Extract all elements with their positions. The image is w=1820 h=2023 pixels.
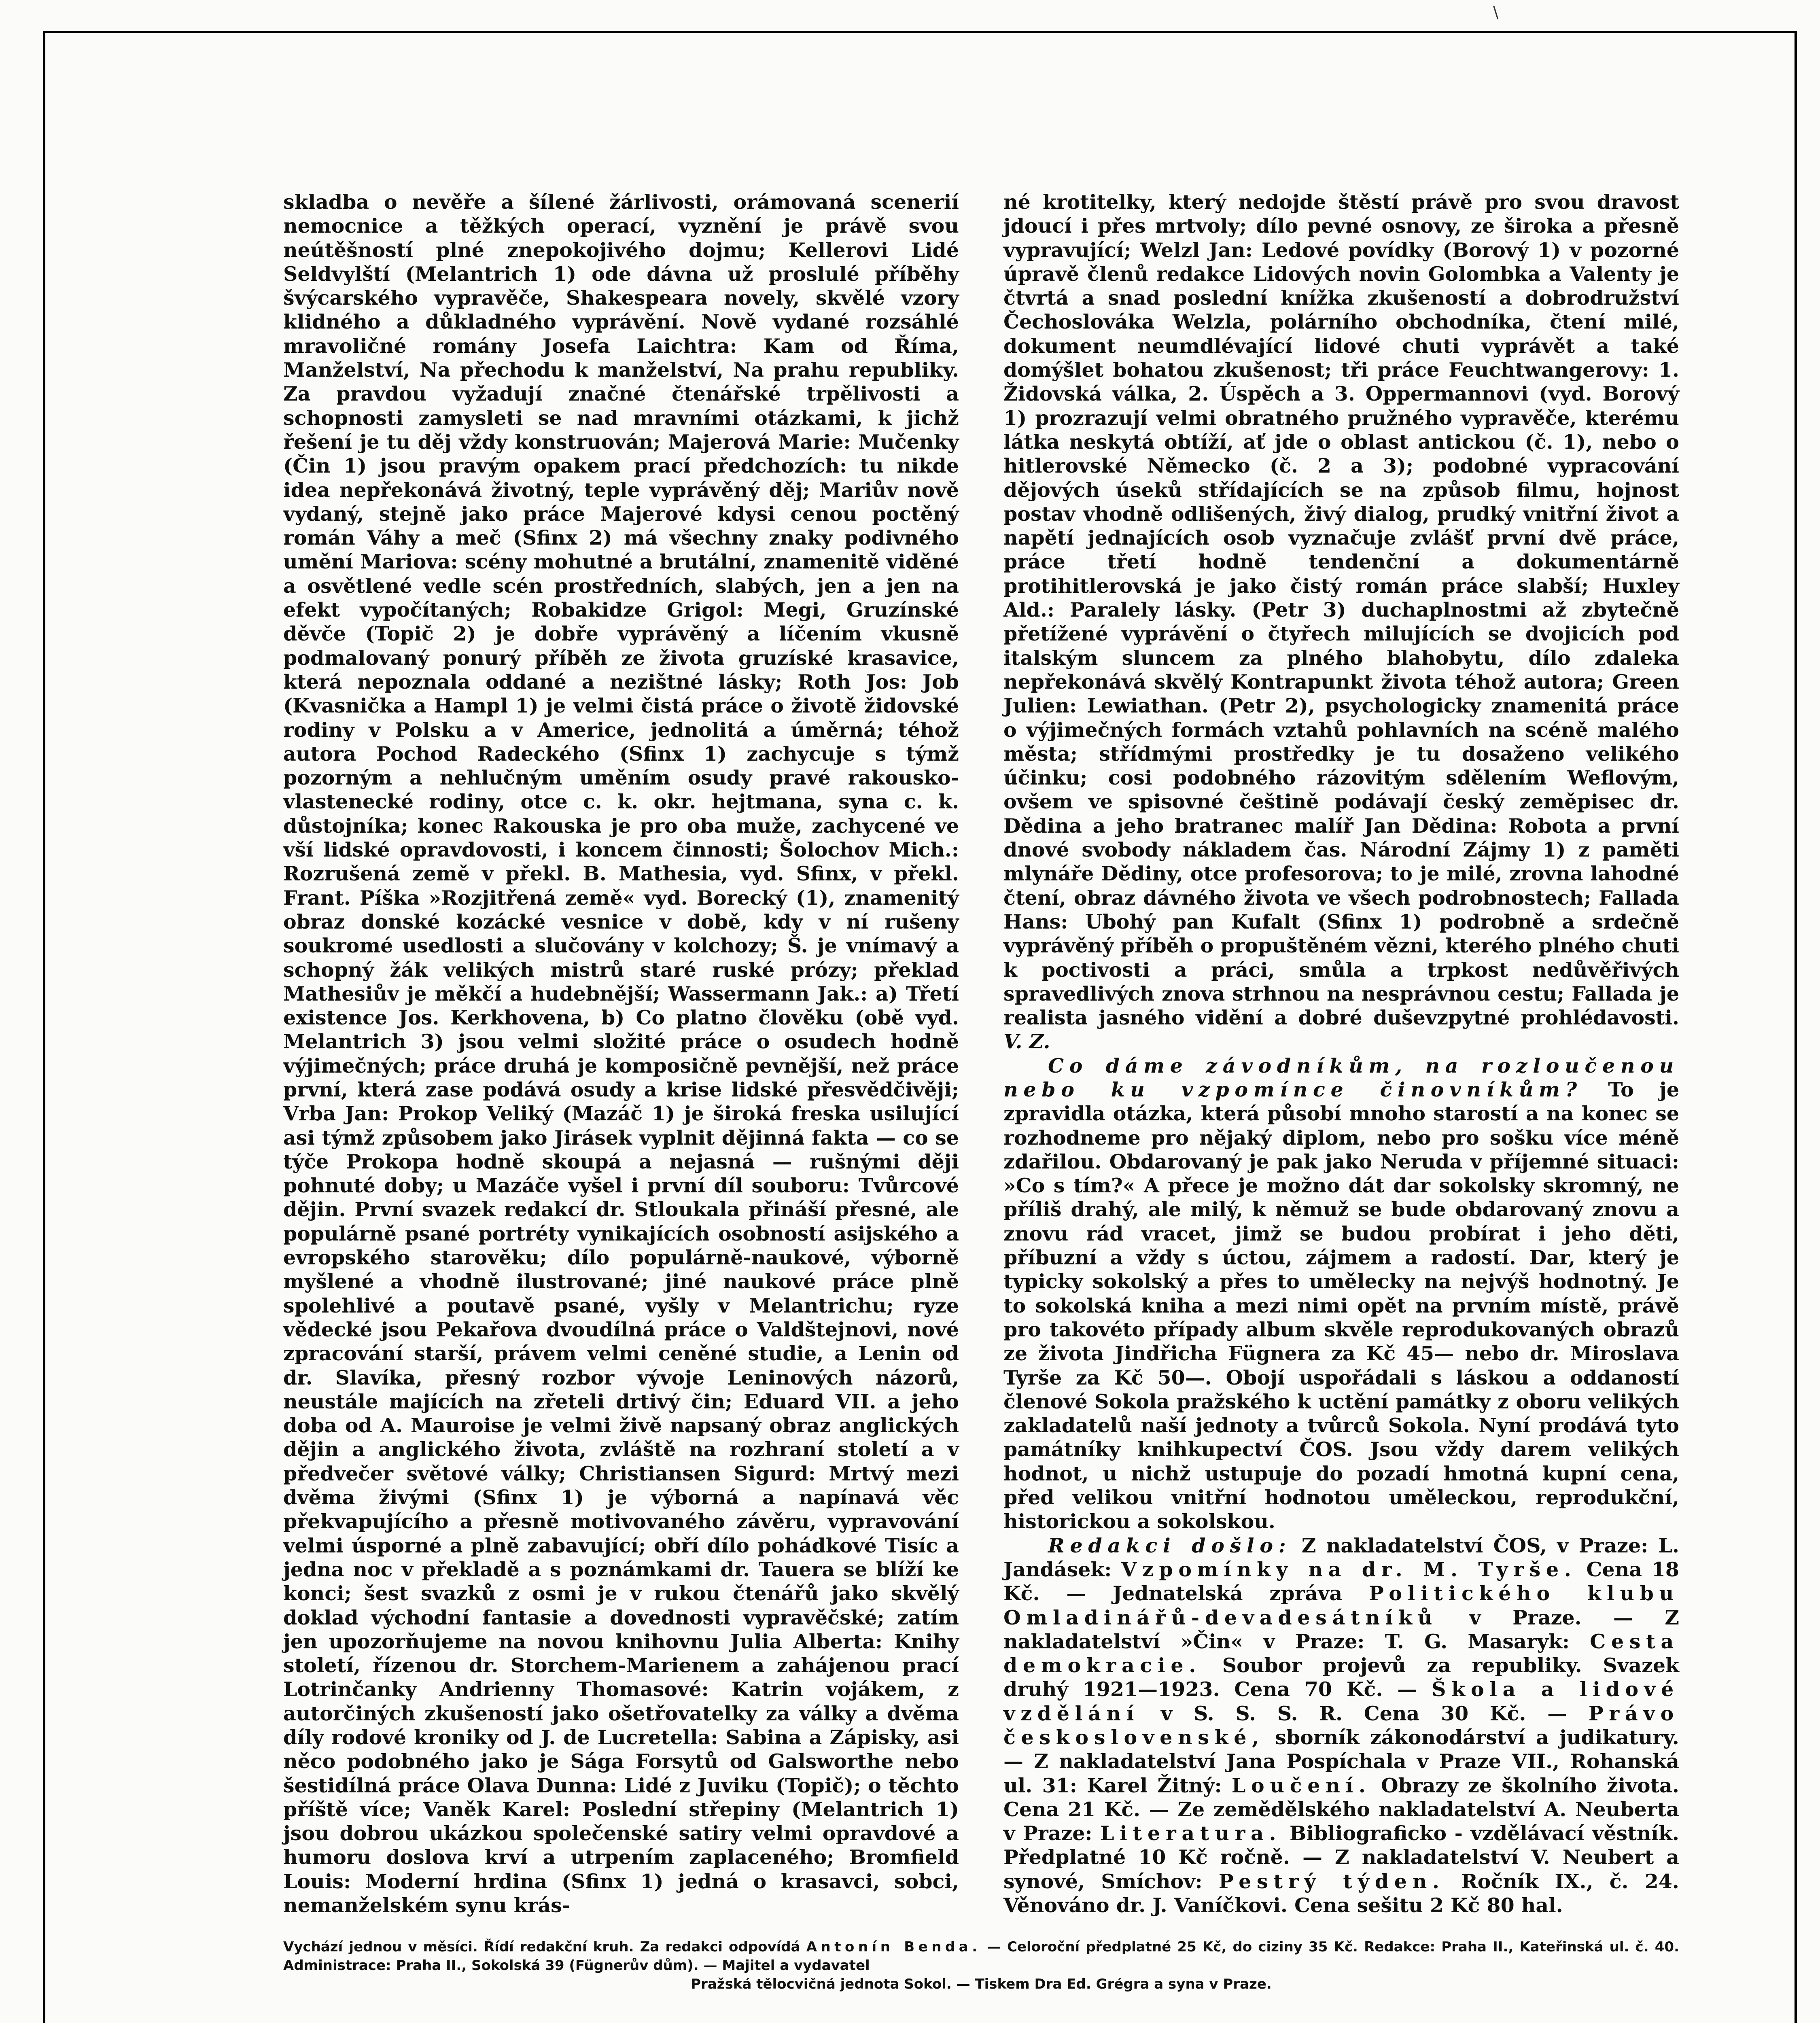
imprint-publisher: Pražská tělocvičná jednota Sokol. — Tiskem Dra Ed. Grégra a syna v Praze. (691, 1976, 1272, 1993)
received-text: Ročník IX., č. 24. Věnováno dr. J. Vaníčkovi. Cena sešitu 2 Kč 80 hal. (1003, 1869, 1679, 1917)
imprint-editor: Antonín Benda. (806, 1939, 981, 1955)
received-text: Z nakladatelství ČOS, v Praze: L. Jandásek: (1003, 1533, 1679, 1581)
column-left (283, 190, 959, 1917)
imprint-footer (283, 1938, 1679, 1993)
book-title: Cesta demokracie. (1003, 1629, 1679, 1677)
gift-article-lead: Co dáme závodníkům, na rozloučenou nebo ku vzpomínce činovníkům? (1003, 1054, 1679, 1101)
received-books (1003, 1534, 1679, 1918)
received-text: Obrazy ze školního života. Cena 21 Kč. — Ze zemědělského nakladatelství A. Neuberta v Praze: (1003, 1773, 1679, 1845)
received-books-lead: Redakci došlo: (1048, 1533, 1292, 1557)
imprint-line: — Celoroční předplatné 25 Kč, do ciziny 35 Kč. Redakce: Praha II., Kateřinská ul. č. 40. Administrace: Praha II., Sokolská 39 (Fügnerův dům). — Majitel a vydavatel (283, 1939, 1679, 1974)
book-title: Právo československé, (1003, 1701, 1679, 1749)
book-title: Pestrý týden. (1218, 1869, 1445, 1893)
book-title: Vzpomínky na dr. M. Tyrše. (1121, 1557, 1577, 1581)
column-right (1003, 190, 1679, 1917)
gift-article-text: To je zpravidla otázka, která působí mnoho starostí a na konec se rozhodneme pro nějaký diplom, nebo pro sošku více méně zdařilou. Obdarovaný je pak jako Neruda v příjemné situaci: »Co s tím?« A přece je možno dát dar sokolsky skromný, ne příliš drahý, ale milý, k němuž se bude obdarovaný znovu a znovu rád vracet, jimž se budou probírat i jeho děti, příbuzní a vždy s úctou, zájmem a radostí. Dar, který je typicky sokolský a přes to umělecky na nejvýš hodnotný. Je to sokolská kniha a mezi nimi opět na prvním místě, právě pro takovéto případy album skvěle reprodukovaných obrazů ze života Jindřicha Fügnera za Kč 45— nebo dr. Miroslava Tyrše za Kč 50—. Obojí uspořádali s láskou a oddaností členové Sokola pražského k uctění památky z oboru velikých zakladatelů naší jednoty a tvůrců Sokola. Nyní prodává tyto památníky knihkupectví ČOS. Jsou vždy darem velikých hodnot, u nichž ustupuje do pozadí hmotná kupní cena, před velikou vnitřní hodnotou uměleckou, reprodukční, historickou a sokolskou. (1003, 1077, 1679, 1533)
received-text: Soubor projevů za republiky. Svazek druhý 1921—1923. Cena 70 Kč. — (1003, 1654, 1679, 1701)
received-text: v Praze. — Z nakladatelství »Čin« v Praze: T. G. Masaryk: (1003, 1605, 1679, 1653)
page-content (283, 190, 1679, 1993)
continuation-text: né krotitelky, který nedojde štěstí právě pro svou dravost jdoucí i přes mrtvoly; dílo pevné osnovy, ze široka a přesně vypravující; Welzl Jan: Ledové povídky (Borový 1) v pozorné úpravě členů redakce Lidových novin Golombka a Valenty je čtvrtá a snad poslední knížka zkušeností a dobrodružství Čechoslováka Welzla, polárního obchodníka, čtení milé, dokument neumdlévající lidové chuti vyprávět a také domýšlet bohatou zkušenost; tři práce Feuchtwangerovy: 1. Židovská válka, 2. Úspěch a 3. Oppermannovi (vyd. Borový 1) prozrazují velmi obratného pružného vypravěče, kterému látka neskytá obtíží, ať jde o oblast antickou (č. 1), nebo o hitlerovské Německo (č. 2 a 3); podobné vypracování dějových úseků střídajících se na způsob filmu, hojnost postav vhodně odlišených, živý dialog, prudký vnitřní život a napětí jednajících osob vyznačuje zvlášť první dvě práce, práce třetí hodně tendenční a dokumentárně protihitlerovská je jako čistý román práce slabší; Huxley Ald.: Paralely lásky. (Petr 3) duchaplnostmi až zbytečně přetížené vyprávění o čtyřech milujících se dvojicích pod italským sluncem za plného blahobytu, dílo zdaleka nepřekonává skvělý Kontrapunkt života téhož autora; Green Julien: Lewiathan. (Petr 2), psychologicky znamenitá práce o výjimečných formách vztahů pohlavních na scéně malého města; střídmými prostředky je tu dosaženo velikého účinku; cosi podobného rázovitým sdělením Weflovým, ovšem ve spisovné češtině podávají český zeměpisec dr. Dědina a jeho bratranec malíř Jan Dědina: Robota a první dnové svobody nákladem čas. Národní Zájmy 1) z paměti mlynáře Dědiny, otce profesorova; to je milé, zrovna lahodné čtení, obraz dávného života ve všech podrobnostech; Fallada Hans: Ubohý pan Kufalt (Sfinx 1) podrobně a srdečně vyprávěný příběh o propuštěném vězni, kterého plného chuti k poctivosti a práci, smůla a trpkost nedůvěřivých spravedlivých znova strhnou na nesprávnou cestu; Fallada je realista jasného vidění a dobré duševzpytné prohlédavosti. (1003, 190, 1679, 1030)
received-text: v S. S. S. R. Cena 30 Kč. — (1139, 1701, 1589, 1725)
gift-article (1003, 1054, 1679, 1534)
left-paragraph: skladba o nevěře a šílené žárlivosti, orámovaná scenerií nemocnice a těžkých operací, vyznění je právě svou neútěšností plné znepokojivého dojmu; Kellerovi Lidé Seldvylští (Melantrich 1) ode dávna už proslulé příběhy švýcarského vypravěče, Shakespeara novely, skvělé vzory klidného a důkladného vyprávění. Nově vydané rozsáhlé mravoličné romány Josefa Laichtra: Kam od Říma, Manželství, Na přechodu k manželství, Na prahu republiky. Za pravdou vyžadují značné čtenářské trpělivosti a schopnosti zamysleti se nad mravními otázkami, k jichž řešení je tu děj vždy konstruován; Majerová Marie: Mučenky (Čin 1) jsou pravým opakem prací předchozích: tu nikde idea nepřekonává životný, teple vyprávěný děj; Mariův nově vydaný, stejně jako práce Majerové kdysi cenou poctěný román Váhy a meč (Sfinx 2) má všechny znaky podivného umění Mariova: scény mohutné a brutální, znamenitě viděné a osvětlené vedle scén prostředních, slabých, jen a jen na efekt vypočítaných; Robakidze Grigol: Megi, Gruzínské děvče (Topič 2) je dobře vyprávěný a líčením vkusně podmalovaný ponurý příběh ze života gruzíské krasavice, která nepoznala oddané a nezištné lásky; Roth Jos: Job (Kvasnička a Hampl 1) je velmi čistá práce o životě židovské rodiny v Polsku a v Americe, jednolitá a úměrná; téhož autora Pochod Radeckého (Sfinx 1) zachycuje s týmž pozorným a nehlučným uměním osudy pravé rakousko-vlastenecké rodiny, otce c. k. okr. hejtmana, syna c. k. důstojníka; konec Rakouska je pro oba muže, zachycené ve vší lidské opravdovosti, i koncem činnosti; Šolochov Mich.: Rozrušená země v překl. B. Mathesia, vyd. Sfinx, v překl. Frant. Píška »Rozjitřená země« vyd. Borecký (1), znamenitý obraz donské kozácké vesnice v době, kdy v ní rušeny soukromé usedlosti a slučovány v kolchozy; Š. je vnímavý a schopný žák velikých mistrů staré ruské prózy; překlad Mathesiův je měkčí a hudebnější; Wassermann Jak.: a) Třetí existence Jos. Kerkhovena, b) Co platno člověku (obě vyd. Melantrich 3) jsou velmi složité práce o osudech hodně výjimečných; práce druhá je komposičně pevnější, než práce první, která zase podává osudy a krise lidské přesvědčivěji; Vrba Jan: Prokop Veliký (Mazáč 1) je široká freska usilující asi týmž způsobem jako Jirásek vyplnit dějinná fakta — co se týče Prokopa hodně skoupá a nejasná — rušnými ději pohnuté doby; u Mazáče vyšel i první díl souboru: Tvůrcové dějin. První svazek redakcí dr. Stloukala přináší přesné, ale populárně psané portréty vynikajících osobností asijského a evropského starověku; dílo populárně-naukové, výborně myšlené a vhodně ilustrované; jiné naukové práce plně spolehlivé a poutavě psané, vyšly v Melantrichu; ryze vědecké jsou Pekařova dvoudílná práce o Valdštejnovi, nové zpracování starší, právem velmi ceněné studie, a Lenin od dr. Slavíka, přesný rozbor vývoje Leninových názorů, neustále majících na zřeteli drtivý čin; Eduard VII. a jeho doba od A. Mauroise je velmi živě napsaný obraz anglických dějin a anglického života, zvláště na rozhraní století a v předvečer světové války; Christiansen Sigurd: Mrtvý mezi dvěma živými (Sfinx 1) je výborná a napínavá věc překvapujícího a přesně motivovaného závěru, vypravování velmi úsporné a plně zabavující; obří dílo pohádkové Tisíc a jedna noc v překladě a s poznámkami dr. Tauera se blíží ke konci; šest svazků z osmi je v rukou čtenářů jako skvělý doklad východní fantasie a dovednosti vypravěčské; zatím jen upozorňujeme na novou knihovnu Julia Alberta: Knihy století, řízenou dr. Storchem-Marienem a zahájenou prací Lotrinčanky Andrienny Thomasové: Katrin vojákem, z autorčiných zkušeností jako ošetřovatelky za války a dvěma díly rodové kroniky od J. de Lucretella: Sabina a Zápisky, asi něco podobného jako je Sága Forsytů od Galsworthe nebo šestidílná práce Olava Dunna: Lidé z Juviku (Topič); o těchto příště více; Vaněk Karel: Poslední střepiny (Melantrich 1) jsou dobrou ukázkou společenské satiry velmi opravdové a humoru doslova krví a utrpením zaplaceného; Bromfield Louis: Moderní hrdina (Sfinx 1) jedná o krasavci, sobci, nemanželském synu krás- (283, 190, 959, 1917)
received-text: sborník zákonodárství a judikatury. — Z nakladatelství Jana Pospíchala v Praze VII., Rohanská ul. 31: Karel Žitný: (1003, 1726, 1679, 1797)
right-paragraph-continuation (1003, 190, 1679, 1054)
book-title: Literatura. (1100, 1822, 1282, 1845)
book-title: Loučení. (1231, 1773, 1371, 1797)
text-columns (283, 190, 1679, 1917)
book-title: Škola a lidové vzdělání (1003, 1677, 1679, 1725)
book-title: Politického klubu Omladinářů-devadesátníků (1003, 1582, 1679, 1629)
imprint-line: Vychází jednou v měsíci. Řídí redakční kruh. Za redakci odpovídá (283, 1939, 806, 1955)
received-text: Bibliograficko - vzdělávací věstník. Předplatné 10 Kč ročně. — Z nakladatelství V. Neubert a synové, Smíchov: (1003, 1822, 1679, 1893)
author-signature: V. Z. (1003, 1030, 1050, 1054)
received-text: Cena 18 Kč. — Jednatelská zpráva (1003, 1557, 1679, 1605)
corner-mark: \ (1493, 3, 1499, 22)
